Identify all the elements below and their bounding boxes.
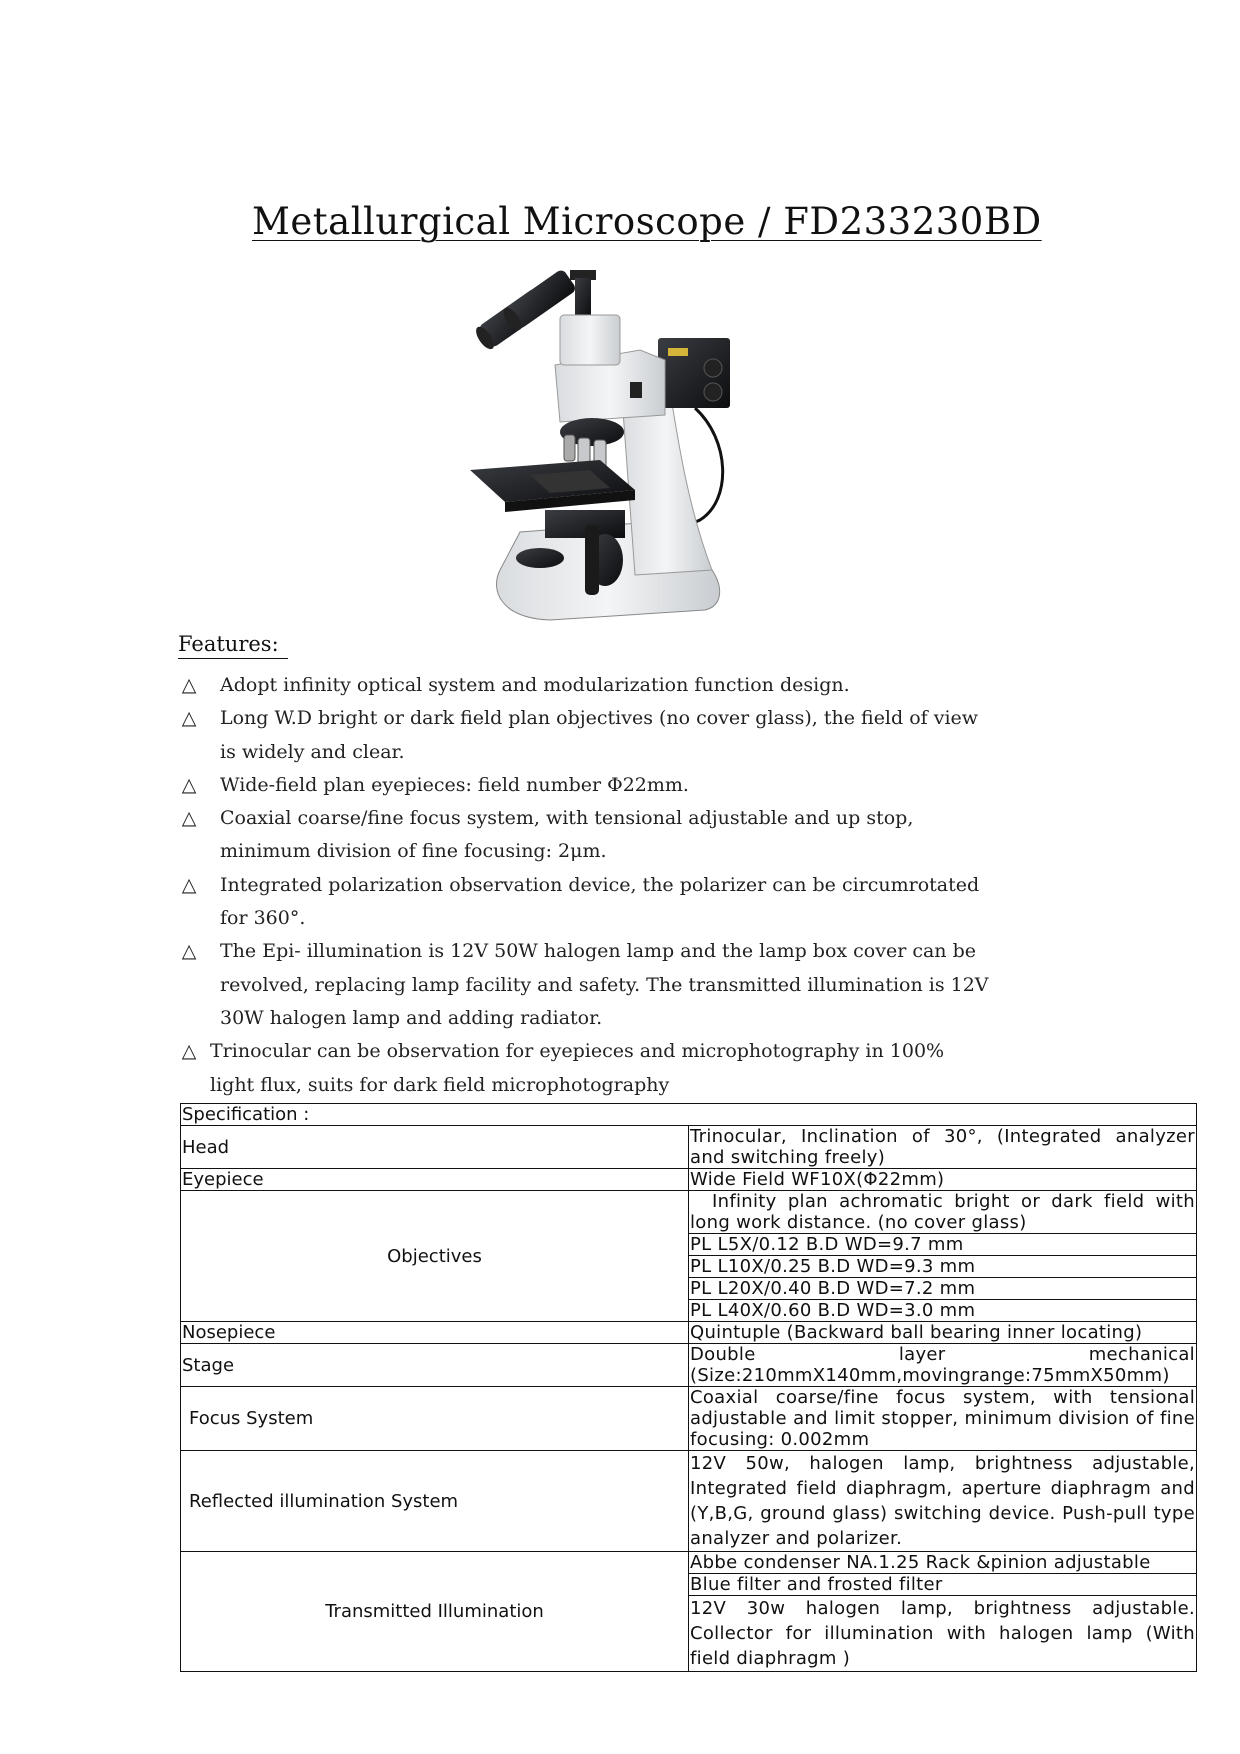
microscope-image	[460, 270, 742, 622]
spec-label-stage: Stage	[181, 1344, 689, 1387]
spec-value-focus: Coaxial coarse/fine focus system, with tensional adjustable and limit stopper, minimum division of fine focusing: 0.002mm	[690, 1387, 1195, 1450]
feature-line: Wide-field plan eyepieces: field number Φ22mm.	[220, 773, 689, 796]
feature-line: Adopt infinity optical system and modularization function design.	[220, 674, 850, 696]
feature-item	[178, 869, 1078, 936]
triangle-bullet-icon: △	[181, 807, 197, 830]
page-title: Metallurgical Microscope / FD233230BD	[252, 200, 1042, 243]
feature-line: Integrated polarization observation device, the polarizer can be circumrotated	[220, 873, 980, 896]
features-heading: Features:	[178, 632, 288, 659]
spec-value-objectives-intro: Infinity plan achromatic bright or dark field with long work distance. (no cover glass)	[690, 1191, 1195, 1233]
transmitted-row: Blue filter and frosted filter	[689, 1574, 1197, 1596]
feature-line: Long W.D bright or dark field plan objectives (no cover glass), the field of view	[220, 707, 979, 730]
feature-line: Trinocular can be observation for eyepieces and microphotography in 100%	[210, 1040, 945, 1063]
feature-line: minimum division of fine focusing: 2μm.	[220, 840, 607, 863]
spec-value-stage: Double layer mechanical (Size:210mmX140mm,movingrange:75mmX50mm)	[690, 1344, 1195, 1386]
objective-row: PL L40X/0.60 B.D WD=3.0 mm	[689, 1300, 1197, 1322]
table-row	[181, 1169, 1197, 1191]
spec-label-focus: Focus System	[181, 1387, 689, 1451]
spec-label-transmitted: Transmitted Illumination	[181, 1552, 689, 1672]
feature-line: is widely and clear.	[220, 740, 405, 763]
table-row	[181, 1552, 1197, 1574]
spec-value-eyepiece: Wide Field WF10X(Φ22mm)	[689, 1169, 1197, 1191]
objective-row: PL L5X/0.12 B.D WD=9.7 mm	[689, 1234, 1197, 1256]
spec-label-head: Head	[181, 1126, 689, 1169]
triangle-bullet-icon: △	[181, 707, 197, 730]
spec-label-nosepiece: Nosepiece	[181, 1322, 689, 1344]
table-row	[181, 1387, 1197, 1451]
objective-row: PL L10X/0.25 B.D WD=9.3 mm	[689, 1256, 1197, 1278]
feature-line: The Epi- illumination is 12V 50W halogen lamp and the lamp box cover can be	[220, 940, 976, 963]
feature-item	[178, 1035, 1078, 1102]
feature-item	[178, 669, 1078, 702]
feature-item	[178, 802, 1078, 869]
spec-value-reflected: 12V 50w, halogen lamp, brightness adjustable, Integrated field diaphragm, aperture diaphragm and (Y,B,G, ground glass) switching device. Push-pull type analyzer and polarizer.	[689, 1451, 1197, 1552]
transmitted-row: Abbe condenser NA.1.25 Rack &pinion adjustable	[689, 1552, 1197, 1574]
table-row	[181, 1104, 1197, 1126]
feature-item	[178, 702, 1078, 769]
spec-label-eyepiece: Eyepiece	[181, 1169, 689, 1191]
objective-row: PL L20X/0.40 B.D WD=7.2 mm	[689, 1278, 1197, 1300]
feature-line: light flux, suits for dark field microphotography	[210, 1073, 670, 1096]
feature-item	[178, 935, 1078, 1035]
triangle-bullet-icon: △	[181, 940, 197, 963]
table-row	[181, 1344, 1197, 1387]
spec-label-objectives: Objectives	[181, 1191, 689, 1322]
spec-value-head: Trinocular, Inclination of 30°, (Integrated analyzer and switching freely)	[690, 1126, 1195, 1168]
spec-label-reflected: Reflected illumination System	[181, 1451, 689, 1552]
table-row	[181, 1126, 1197, 1169]
specification-table	[180, 1103, 1197, 1672]
table-row	[181, 1322, 1197, 1344]
features-list	[178, 669, 1078, 1102]
feature-line: Coaxial coarse/fine focus system, with tensional adjustable and up stop,	[220, 807, 914, 830]
feature-item	[178, 769, 1078, 802]
feature-line: 30W halogen lamp and adding radiator.	[220, 1006, 603, 1029]
triangle-bullet-icon: △	[181, 1040, 197, 1063]
table-row	[181, 1191, 1197, 1234]
triangle-bullet-icon: △	[181, 674, 197, 696]
transmitted-row: 12V 30w halogen lamp, brightness adjustable. Collector for illumination with halogen lamp (With field diaphragm )	[689, 1596, 1197, 1672]
triangle-bullet-icon: △	[181, 773, 197, 796]
feature-line: for 360°.	[220, 907, 306, 930]
table-row	[181, 1451, 1197, 1552]
spec-value-nosepiece: Quintuple (Backward ball bearing inner locating)	[689, 1322, 1197, 1344]
feature-line: revolved, replacing lamp facility and safety. The transmitted illumination is 12V	[220, 973, 989, 996]
triangle-bullet-icon: △	[181, 873, 197, 896]
spec-heading: Specification :	[181, 1104, 1197, 1126]
